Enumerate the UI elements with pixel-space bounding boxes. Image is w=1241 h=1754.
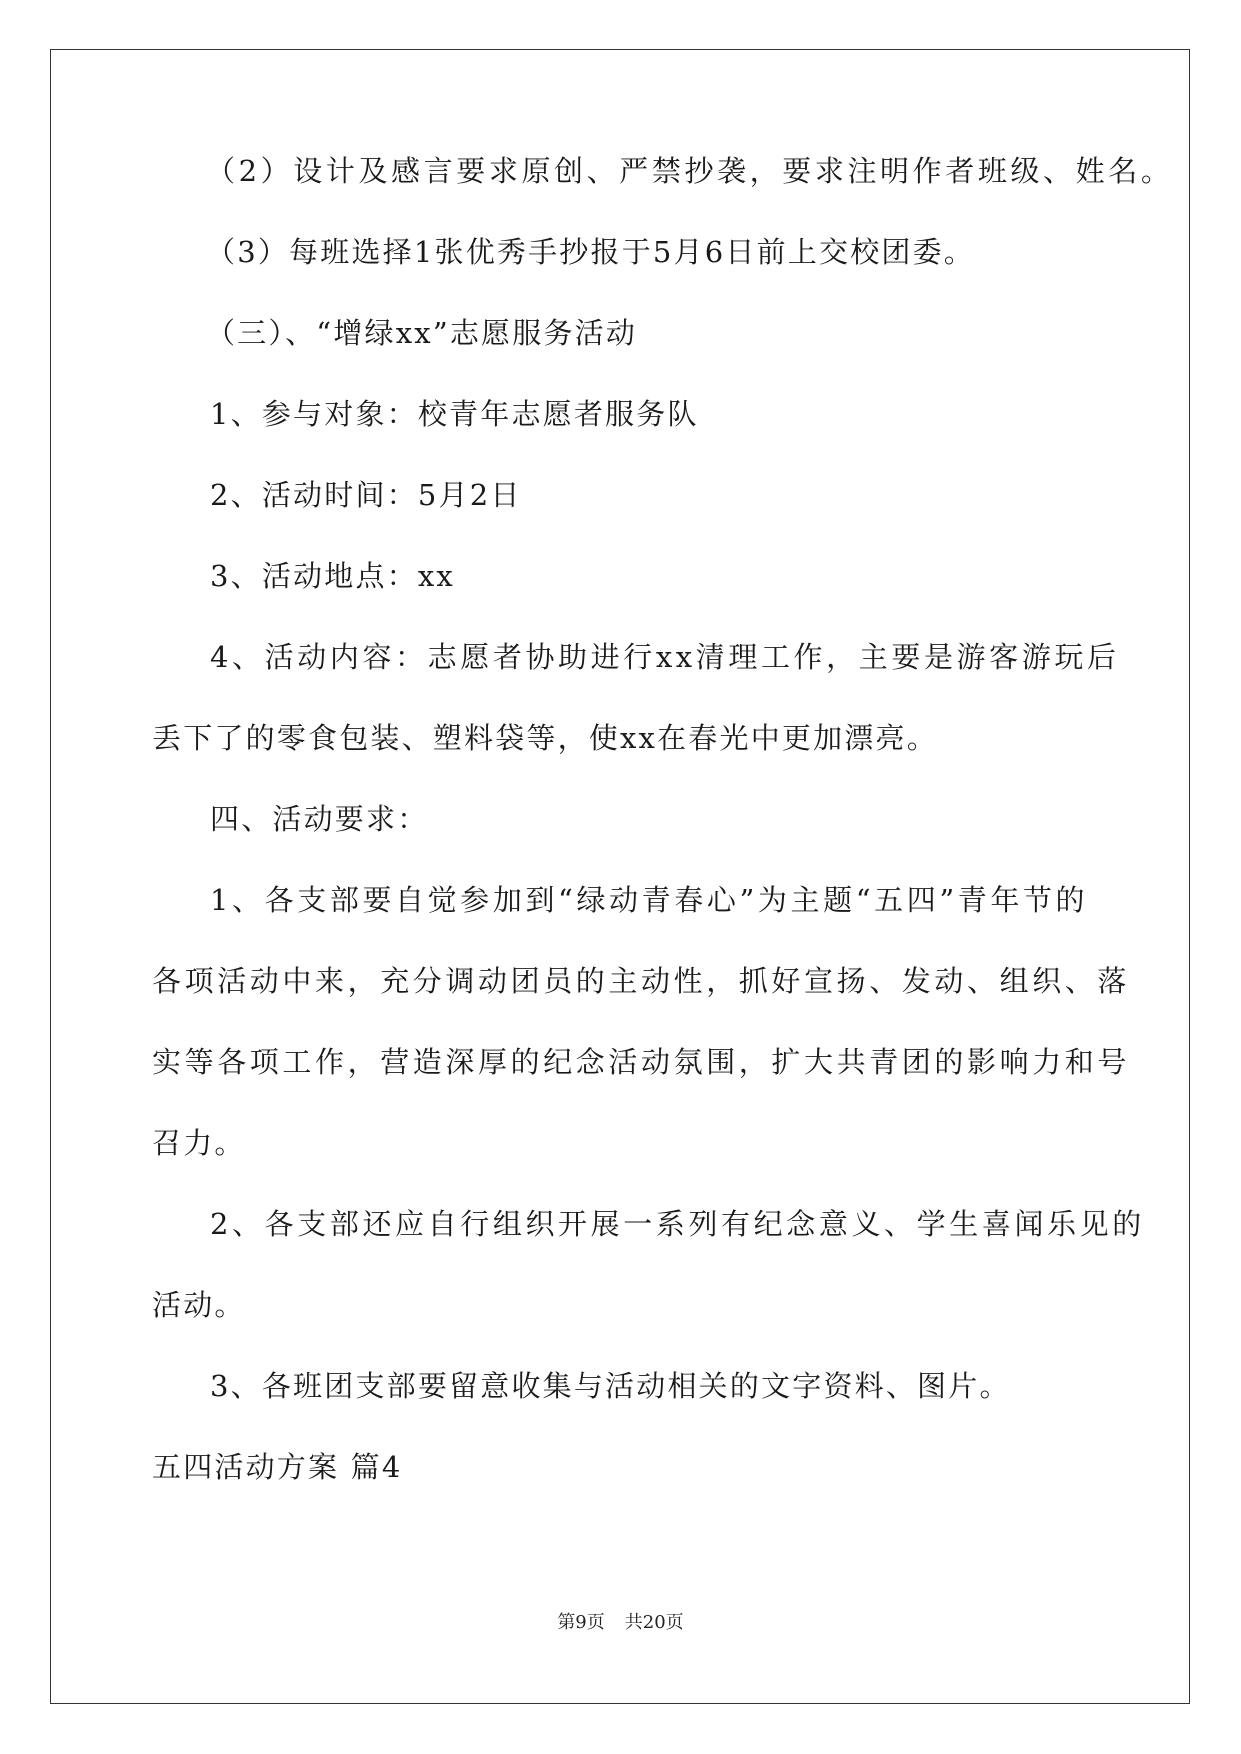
- paragraph-line: 实等各项工作，营造深厚的纪念活动氛围，扩大共青团的影响力和号: [152, 1045, 1131, 1079]
- paragraph-line: 3、各班团支部要留意收集与活动相关的文字资料、图片。: [210, 1369, 1011, 1403]
- paragraph-line: 召力。: [152, 1126, 246, 1160]
- paragraph-line: 2、各支部还应自行组织开展一系列有纪念意义、学生喜闻乐见的: [210, 1207, 1145, 1241]
- page-number: 第9页: [557, 1612, 605, 1633]
- paragraph-line: 4、活动内容：志愿者协助进行xx清理工作，主要是游客游玩后: [210, 640, 1120, 674]
- page-footer: [0, 1612, 1241, 1634]
- paragraph-line: 1、参与对象：校青年志愿者服务队: [210, 397, 699, 431]
- paragraph-line: 各项活动中来，充分调动团员的主动性，抓好宣扬、发动、组织、落: [152, 964, 1131, 998]
- paragraph-line: （2）设计及感言要求原创、严禁抄袭，要求注明作者班级、姓名。: [206, 154, 1174, 188]
- paragraph-line: （3）每班选择1张优秀手抄报于5月6日前上交校团委。: [206, 235, 976, 269]
- paragraph-line: 活动。: [152, 1288, 246, 1322]
- paragraph-line: 1、各支部要自觉参加到“绿动青春心”为主题“五四”青年节的: [210, 883, 1089, 917]
- paragraph-line: 丢下了的零食包装、塑料袋等，使xx在春光中更加漂亮。: [152, 721, 938, 755]
- page-total: 共20页: [624, 1612, 684, 1633]
- paragraph-line: 2、活动时间：5月2日: [210, 478, 522, 512]
- paragraph-line: 3、活动地点：xx: [210, 559, 455, 593]
- section-title: 五四活动方案 篇4: [152, 1450, 403, 1484]
- section-heading: 四、活动要求：: [210, 802, 429, 836]
- paragraph-line: （三）、“增绿xx”志愿服务活动: [206, 316, 638, 350]
